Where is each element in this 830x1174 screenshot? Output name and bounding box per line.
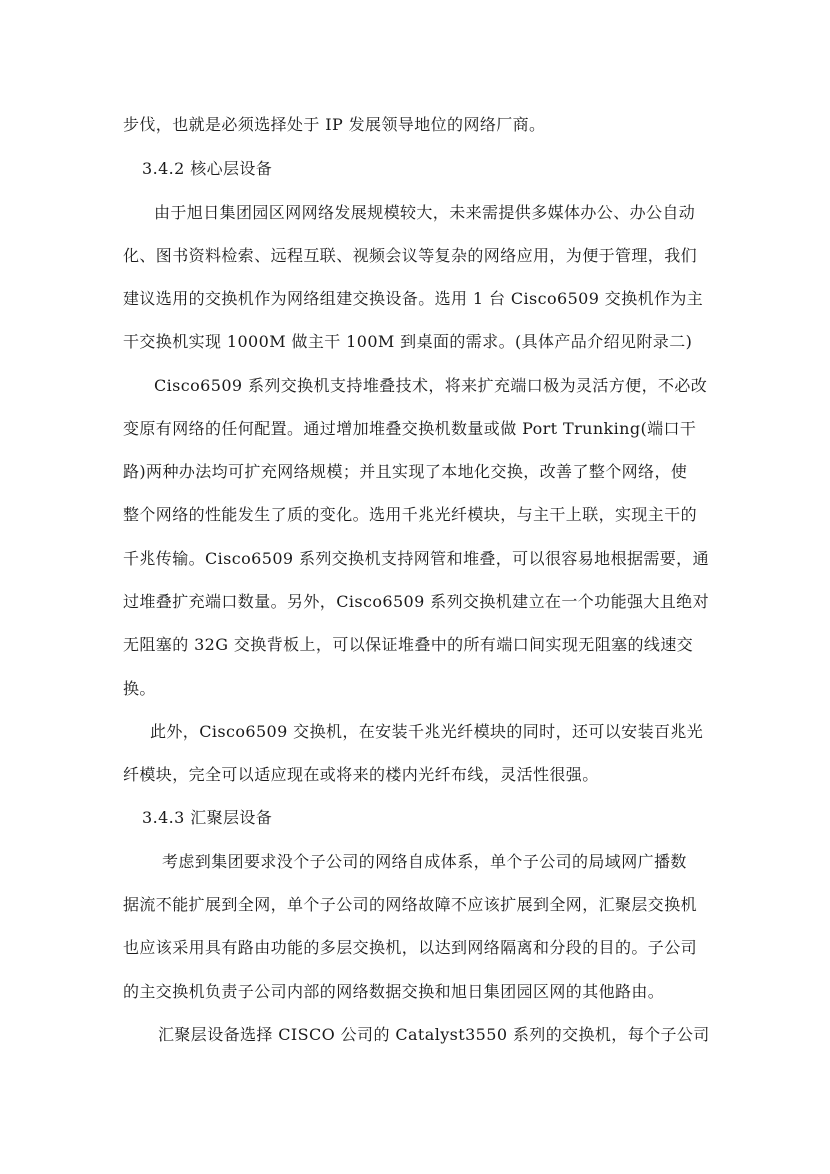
paragraph-line: 由于旭日集团园区网网络发展规模较大，未来需提供多媒体办公、办公自动 [154,203,696,222]
paragraph-line: 纤模块，完全可以适应现在或将来的楼内光纤布线，灵活性很强。 [123,765,599,784]
paragraph-line: 的主交换机负责子公司内部的网络数据交换和旭日集团园区网的其他路由。 [123,982,665,1001]
paragraph-line: 考虑到集团要求没个子公司的网络自成体系，单个子公司的局域网广播数 [162,852,687,871]
paragraph-line: 也应该采用具有路由功能的多层交换机，以达到网络隔离和分段的目的。子公司 [123,938,698,957]
paragraph-line: 化、图书资料检索、远程互联、视频会议等复杂的网络应用，为便于管理，我们 [123,246,698,265]
paragraph-line: 据流不能扩展到全网，单个子公司的网络故障不应该扩展到全网，汇聚层交换机 [123,895,698,914]
paragraph-line: 建议选用的交换机作为网络组建交换设备。选用 1 台 Cisco6509 交换机作为主 [123,289,704,308]
paragraph-line: 路)两种办法均可扩充网络规模；并且实现了本地化交换，改善了整个网络，使 [123,462,688,481]
paragraph-line: Cisco6509 系列交换机支持堆叠技术，将来扩充端口极为灵活方便，不必改 [154,376,708,395]
paragraph-line: 步伐，也就是必须选择处于 IP 发展领导地位的网络厂商。 [123,115,546,134]
section-heading-3-4-2: 3.4.2 核心层设备 [142,159,273,178]
paragraph-line: 千兆传输。Cisco6509 系列交换机支持网管和堆叠，可以很容易地根据需要，通 [123,549,709,568]
paragraph-line: 换。 [123,679,156,698]
paragraph-line: 整个网络的性能发生了质的变化。选用千兆光纤模块，与主干上联，实现主干的 [123,505,698,524]
paragraph-line: 汇聚层设备选择 CISCO 公司的 Catalyst3550 系列的交换机，每个子公司 [158,1025,710,1044]
paragraph-line: 此外，Cisco6509 交换机，在安装千兆光纤模块的同时，还可以安装百兆光 [150,722,704,741]
watermark [402,1070,459,1139]
section-heading-3-4-3: 3.4.3 汇聚层设备 [142,808,273,827]
paragraph-line: 过堆叠扩充端口数量。另外，Cisco6509 系列交换机建立在一个功能强大且绝对 [123,592,709,611]
paragraph-line: 无阻塞的 32G 交换背板上，可以保证堆叠中的所有端口间实现无阻塞的线速交 [123,635,694,654]
paragraph-line: 干交换机实现 1000M 做主干 100M 到桌面的需求。(具体产品介绍见附录二) [123,332,693,351]
paragraph-line: 变原有网络的任何配置。通过增加堆叠交换机数量或做 Port Trunking(端口干 [123,419,697,438]
